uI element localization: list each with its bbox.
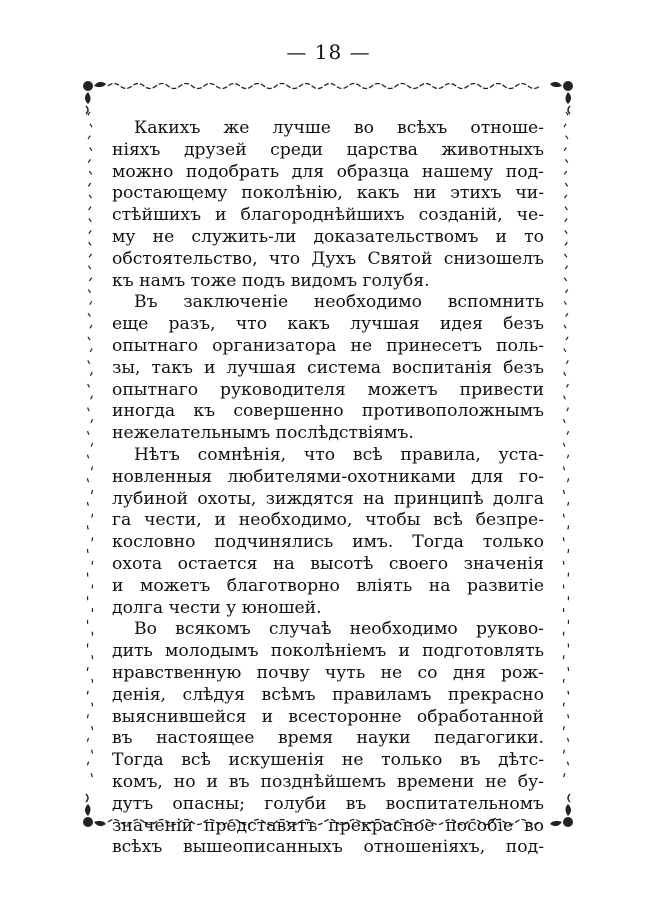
paragraph-1 <box>112 118 544 292</box>
text-line: нравственную почву чуть не со дня рож- <box>112 662 544 683</box>
text-line: новленныя любителями-охотниками для го- <box>112 466 544 487</box>
text-line: зы, такъ и лучшая система воспитанія безъ <box>112 357 544 378</box>
text-line: можно подобрать для образца нашему под- <box>112 161 544 182</box>
text-line: Во всякомъ случаѣ необходимо руково- <box>134 619 544 640</box>
text-line: къ намъ тоже подъ видомъ голубя. <box>112 270 430 291</box>
text-line: лубиной охоты, зиждятся на принципѣ долга <box>112 488 544 509</box>
text-line: въ настоящее время науки педагогики. <box>112 728 544 749</box>
paragraph-3 <box>112 445 544 619</box>
text-line: Въ заключеніе необходимо вспомнить <box>134 292 544 313</box>
text-line: дутъ опасны; голуби въ воспитательномъ <box>112 793 544 814</box>
text-line: еще разъ, что какъ лучшая идея безъ <box>112 314 544 335</box>
paragraph-2 <box>112 292 544 445</box>
body-text <box>112 118 544 859</box>
text-line: Какихъ же лучше во всѣхъ отноше- <box>134 118 544 138</box>
text-line: стѣйшихъ и благороднѣйшихъ созданій, че- <box>112 205 544 226</box>
left-wavy-rule-icon <box>88 112 93 784</box>
text-line: долга чести у юношей. <box>112 597 322 618</box>
text-line: значеніи представятъ прекрасное пособіе во <box>112 815 544 836</box>
text-line: Нѣтъ сомнѣнія, что всѣ правила, уста- <box>134 444 544 465</box>
paragraph-4 <box>112 619 544 859</box>
text-line: Тогда всѣ искушенія не только въ дѣтс- <box>112 750 544 771</box>
text-line: и можетъ благотворно влiять на развитіе <box>112 575 544 596</box>
text-line: га чести, и необходимо, чтобы всѣ безпре- <box>112 510 544 531</box>
text-line: дить молодымъ поколѣніемъ и подготовлять <box>112 641 544 662</box>
text-line: выяснившейся и всесторонне обработанной <box>112 706 544 727</box>
bottom-left-corner-ornament-icon <box>83 794 106 827</box>
text-line: охота остается на высотѣ своего значенія <box>112 553 544 574</box>
text-line: обстоятельство, что Духъ Святой снизошелъ <box>112 248 544 269</box>
top-left-corner-ornament-icon <box>83 81 106 114</box>
text-line: ростающему поколѣнію, какъ ни этихъ чи- <box>112 183 544 204</box>
text-line: ніяхъ друзей среди царства животныхъ <box>112 139 544 160</box>
right-wavy-rule-icon <box>564 112 569 784</box>
text-line: кословно подчинялись имъ. Тогда только <box>112 532 544 553</box>
top-wavy-rule-icon <box>108 84 540 89</box>
text-line: опытнаго организатора не принесетъ поль- <box>112 335 544 356</box>
text-line: му не служить-ли доказательствомъ и то <box>112 226 544 247</box>
text-line: комъ, но и въ позднѣйшемъ времени не бу- <box>112 771 544 792</box>
page-number: — 18 — <box>286 40 371 64</box>
text-line: нежелательнымъ послѣдствіямъ. <box>112 423 414 444</box>
bottom-right-corner-ornament-icon <box>550 794 573 827</box>
top-right-corner-ornament-icon <box>550 81 573 114</box>
text-line: всѣхъ вышеописанныхъ отношеніяхъ, под- <box>112 837 544 858</box>
text-line: опытнаго руководителя можетъ привести <box>112 379 544 400</box>
text-line: иногда къ совершенно противоположнымъ <box>112 401 544 422</box>
text-line: денія, слѣдуя всѣмъ правиламъ прекрасно <box>112 684 544 705</box>
